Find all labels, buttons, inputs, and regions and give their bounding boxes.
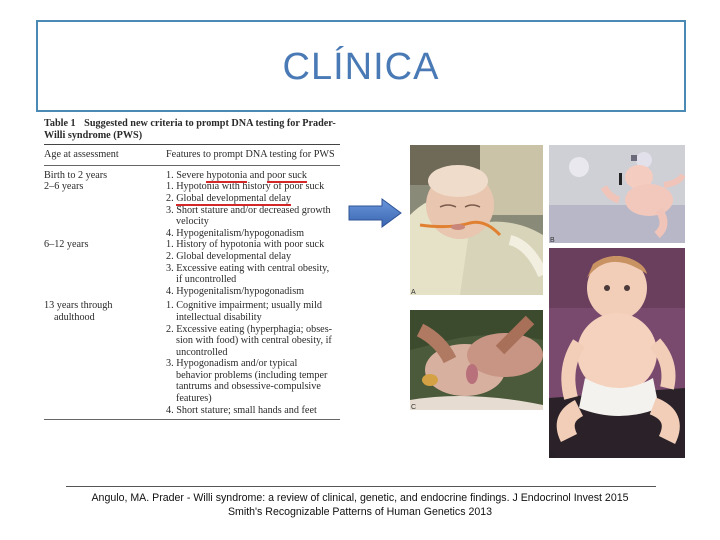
table-header [44, 145, 340, 165]
row-features [166, 170, 340, 182]
feature-item [166, 193, 340, 205]
feature-item: 4. Hypogenitalism/hypogonadism [166, 227, 305, 239]
row-features [166, 300, 340, 416]
photo-label-d: D [550, 452, 556, 458]
citation-line-2: Smith's Recognizable Patterns of Human Genetics 2013 [227, 506, 493, 518]
feature-item: 4. Short stature; small hands and feet [166, 404, 317, 416]
header-features: Features to prompt DNA testing for PWS [166, 149, 335, 161]
feature-text: Severe [176, 169, 207, 181]
table-bottom-rule [44, 419, 340, 420]
feature-item: 2. Excessive eating (hyperphagia; obses- [166, 323, 333, 335]
feature-number: 1. [166, 169, 174, 181]
feature-item-cont: features) [176, 393, 212, 405]
underlined-poor-suck: poor suck [267, 169, 307, 181]
criteria-table [44, 118, 340, 474]
photo-b-infant-lying [549, 145, 685, 243]
feature-item-cont: intellectual disability [176, 311, 262, 323]
feature-item-cont: behavior problems (including temper [176, 369, 328, 381]
row-age: Birth to 2 years [44, 169, 108, 181]
citation [0, 491, 720, 519]
feature-item-cont: velocity [176, 216, 209, 228]
citation-line-1: Angulo, MA. Prader - Willi syndrome: a review of clinical, genetic, and endocrine findings. J Endocrinol Invest 2015 [91, 492, 629, 504]
feature-item: 1. History of hypotonia with poor suck [166, 239, 325, 251]
feature-number: 2. [166, 192, 174, 204]
row-features [166, 239, 340, 297]
row-age-line: adulthood [54, 311, 95, 323]
table-row [44, 297, 340, 416]
feature-item: 4. Hypogenitalism/hypogonadism [166, 285, 305, 297]
slide-title: CLÍNICA [282, 46, 440, 88]
title-frame [36, 20, 686, 112]
row-age: 6–12 years [44, 239, 89, 251]
row-age [44, 300, 166, 416]
feature-item-cont: tantrums and obsessive-compulsive [176, 381, 321, 393]
citation-rule [66, 486, 656, 487]
table-row [44, 166, 340, 182]
photo-a-infant [410, 145, 543, 295]
feature-item: 1. Hypotonia with history of poor suck [166, 181, 325, 193]
feature-text: and [247, 169, 268, 181]
feature-item: 2. Global developmental delay [166, 250, 292, 262]
feature-item: 3. Hypogonadism and/or typical [166, 358, 298, 370]
table-caption-text: Suggested new criteria to prompt DNA testing for Prader-Willi syndrome (PWS) [44, 118, 336, 141]
feature-item [166, 170, 340, 182]
feature-item: 3. Short stature and/or decreased growth [166, 204, 331, 216]
table-row [44, 181, 340, 239]
underlined-global-delay: Global developmental delay [176, 192, 292, 204]
table-label: Table 1 [44, 118, 76, 129]
feature-item-cont: sion with food) with central obesity, if [176, 335, 332, 347]
row-age-line: 13 years through [44, 300, 113, 312]
header-age: Age at assessment [44, 149, 119, 161]
row-features [166, 181, 340, 239]
photo-label-b: B [550, 237, 555, 243]
photo-label-a: A [411, 289, 416, 295]
feature-item-cont: if uncontrolled [176, 274, 237, 286]
underlined-hypotonia: hypotonia [206, 169, 248, 181]
table-row [44, 239, 340, 297]
photo-d-child-seated [549, 248, 685, 458]
feature-item-cont: uncontrolled [176, 346, 228, 358]
table-caption [44, 118, 340, 141]
photo-c-exam [410, 310, 543, 410]
right-arrow-icon [348, 198, 402, 228]
feature-item: 1. Cognitive impairment; usually mild [166, 300, 322, 312]
photo-label-c: C [411, 404, 417, 410]
feature-item: 3. Excessive eating with central obesity, [166, 262, 330, 274]
row-age: 2–6 years [44, 181, 84, 193]
